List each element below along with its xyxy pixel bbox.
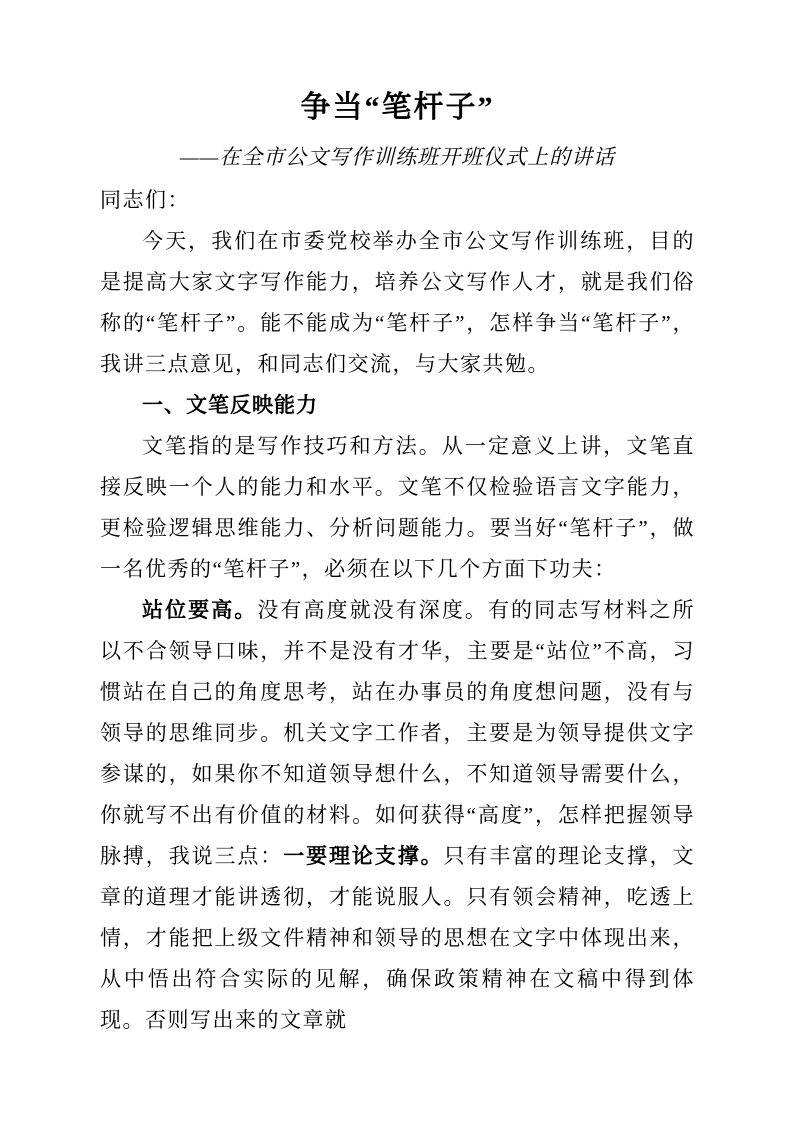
paragraph	[100, 221, 695, 385]
section-heading	[100, 385, 695, 426]
document-subtitle: ——在全市公文写作训练班开班仪式上的讲话	[179, 145, 616, 169]
bold-text-run: 站位要高。	[142, 598, 258, 622]
document-title: 争当“笔杆子”	[300, 91, 495, 124]
text-run: 今天，我们在市委党校举办全市公文写作训练班，目的是提高大家文字写作能力，培养公文写作人才，就是我们俗称的“笔杆子”。能不能成为“笔杆子”，怎样争当“笔杆子”，我讲三点意见，和同志们交流，与大家共勉。	[100, 229, 695, 376]
text-run: 文笔指的是写作技巧和方法。从一定意义上讲，文笔直接反映一个人的能力和水平。文笔不仅检验语言文字能力，更检验逻辑思维能力、分析问题能力。要当好“笔杆子”，做一名优秀的“笔杆子”，必须在以下几个方面下功夫：	[100, 434, 695, 581]
text-run: 只有丰富的理论支撑，文章的道理才能讲透彻，才能说服人。只有领会精神，吃透上情，才能把上级文件精神和领导的思想在文字中体现出来，从中悟出符合实际的见解，确保政策精神在文稿中得到体现。否则写出来的文章就	[100, 844, 696, 1032]
text-run: 没有高度就没有深度。有的同志写材料之所以不合领导口味，并不是没有才华，主要是“站位”不高，习惯站在自己的角度思考，站在办事员的角度想问题，没有与领导的思维同步。机关文字工作者，主要是为领导提供文字参谋的，如果你不知道领导想什么，不知道领导需要什么，你就写不出有价值的材料。如何获得“高度”，怎样把握领导脉搏，我说三点：	[100, 598, 696, 868]
paragraph	[100, 590, 695, 1041]
paragraph	[100, 426, 695, 590]
document-body	[100, 180, 695, 1041]
bold-text-run: 一、文笔反映能力	[142, 394, 318, 417]
text-run: 同志们：	[100, 188, 190, 212]
salutation	[100, 180, 695, 221]
bold-text-run: 一要理论支撑。	[283, 844, 444, 868]
